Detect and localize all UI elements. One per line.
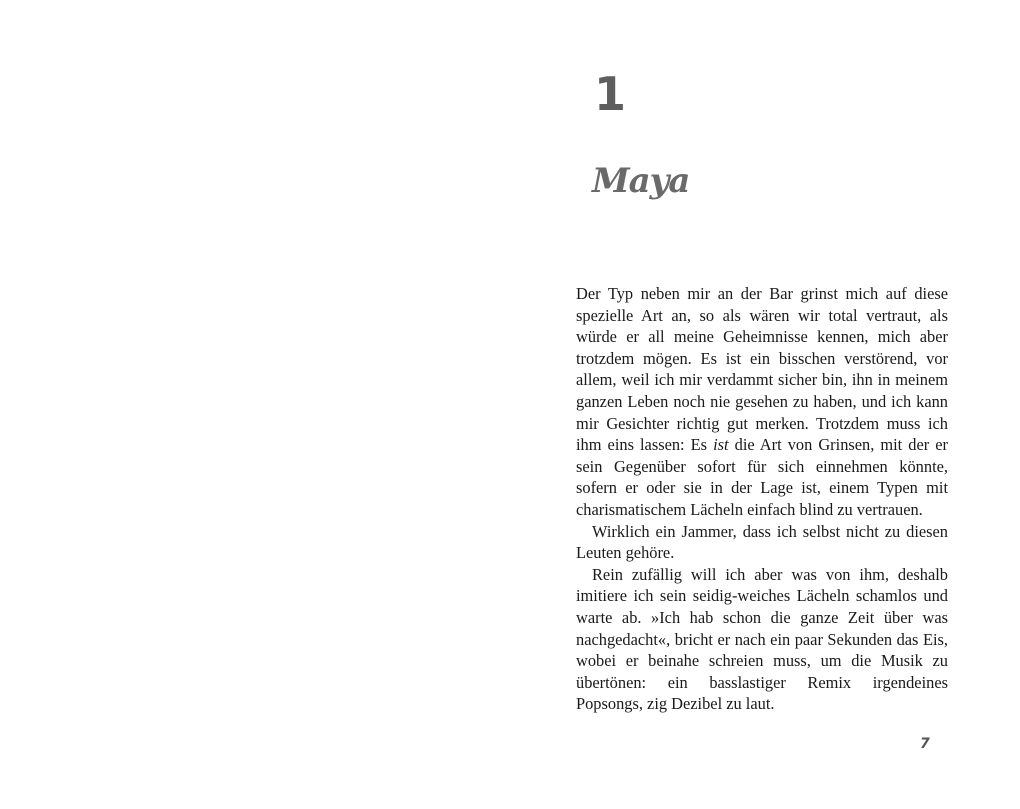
paragraph-1-text-after: die Art von Grinsen, mit der er sein Gegenüber sofort für sich einnehmen könnte, sofern er oder sie in der Lage ist, einem Typen mit charismatischem Lächeln einfach blind zu vertrauen. [576, 435, 948, 519]
paragraph-1-emphasis: ist [713, 435, 729, 455]
paragraph-3: Rein zufällig will ich aber was von ihm, deshalb imitiere ich sein seidig-weiches Lächeln schamlos und warte ab. »Ich hab schon die ganze Zeit über was nachgedacht«, bricht er nach ein paar Sekunden das Eis, wobei er beinahe schreien muss, um die Musik zu übertönen: ein basslastiger Remix irgendeines Popsongs, zig Dezibel zu laut. [576, 564, 948, 714]
right-page [510, 0, 1020, 809]
paragraph-1-text-before: Der Typ neben mir an der Bar grinst mich auf diese spezielle Art an, so als wären wir total vertraut, als würde er all meine Geheimnisse kennen, mich aber trotzdem mögen. Es ist ein bisschen verstörend, vor allem, weil ich mir verdammt sicher bin, ihn in meinem ganzen Leben noch nie gesehen zu haben, und ich kann mir Gesichter richtig gut merken. Trotzdem muss ich ihm eins lassen: Es [576, 284, 948, 455]
chapter-body [576, 283, 948, 715]
paragraph-1 [576, 283, 948, 521]
chapter-number: 1 [594, 67, 625, 121]
paragraph-2: Wirklich ein Jammer, dass ich selbst nicht zu diesen Leuten gehöre. [576, 521, 948, 563]
page-number: 7 [920, 736, 930, 752]
chapter-title: Maya [592, 161, 690, 201]
